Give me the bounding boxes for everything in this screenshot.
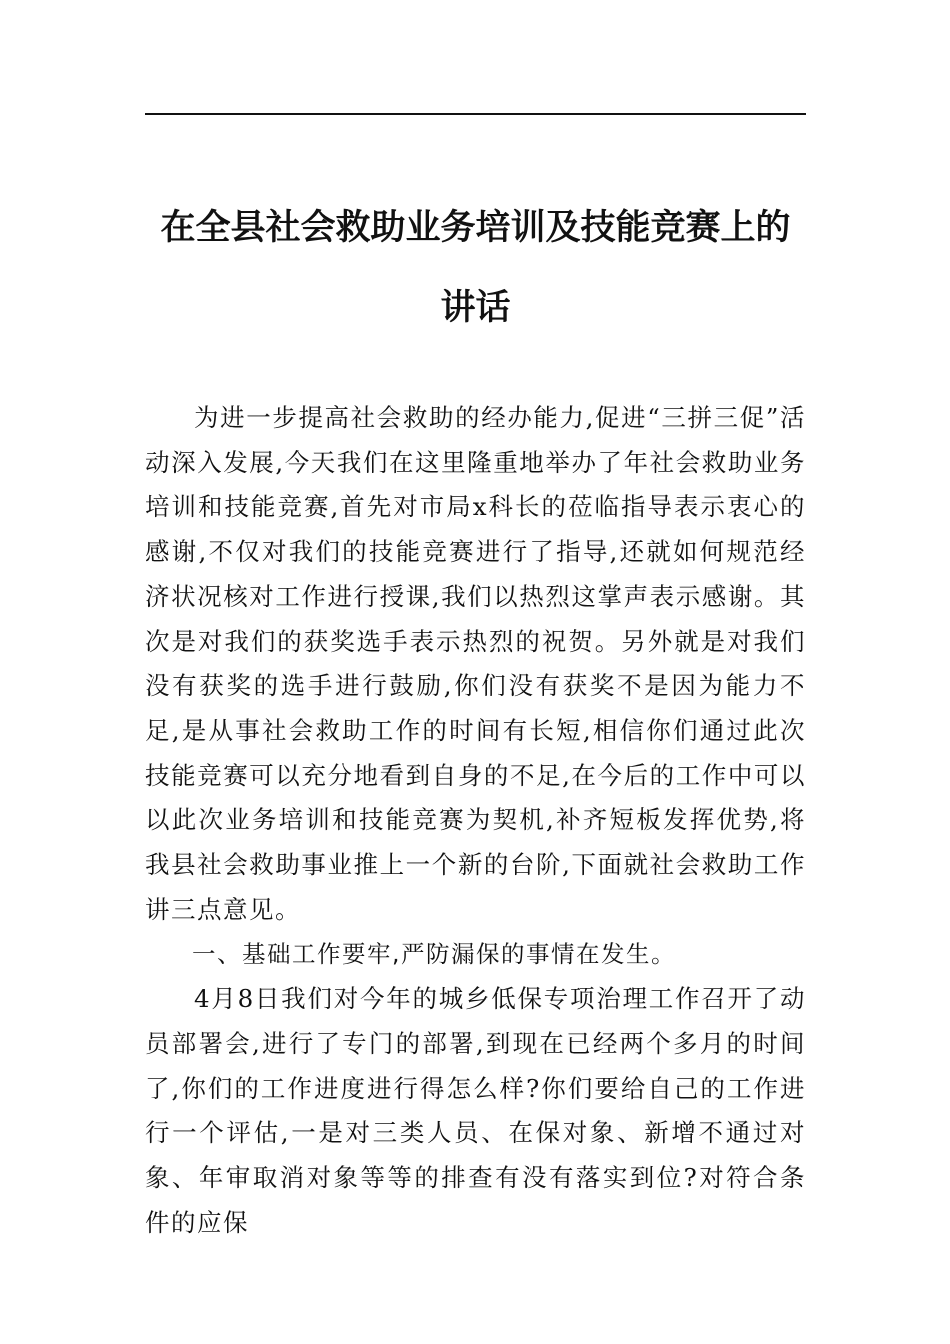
- paragraph-intro: 为进一步提高社会救助的经办能力,促进“三拼三促”活动深入发展,今天我们在这里隆重地举办了年社会救助业务培训和技能竞赛,首先对市局x科长的莅临指导表示衷心的感谢,不仅对我们的技能竞赛进行了指导,还就如何规范经济状况核对工作进行授课,我们以热烈这掌声表示感谢。其次是对我们的获奖选手表示热烈的祝贺。另外就是对我们没有获奖的选手进行鼓励,你们没有获奖不是因为能力不足,是从事社会救助工作的时间有长短,相信你们通过此次技能竞赛可以充分地看到自身的不足,在今后的工作中可以以此次业务培训和技能竞赛为契机,补齐短板发挥优势,将我县社会救助事业推上一个新的台阶,下面就社会救助工作讲三点意见。: [145, 403, 806, 924]
- paragraph-section-1: 4月8日我们对今年的城乡低保专项治理工作召开了动员部署会,进行了专门的部署,到现在已经两个多月的时间了,你们的工作进度进行得怎么样?你们要给自己的工作进行一个评估,一是对三类人员、在保对象、新增不通过对象、年审取消对象等等的排查有没有落实到位?对符合条件的应保: [145, 984, 806, 1237]
- header-rule: [145, 113, 806, 115]
- section-heading-1: 一、基础工作要牢,严防漏保的事情在发生。: [192, 940, 676, 969]
- document-body: [145, 396, 806, 1245]
- title-line-2: 讲话: [440, 288, 511, 328]
- title-line-1: 在全县社会救助业务培训及技能竞赛上的: [160, 208, 791, 248]
- document-title: [145, 188, 806, 348]
